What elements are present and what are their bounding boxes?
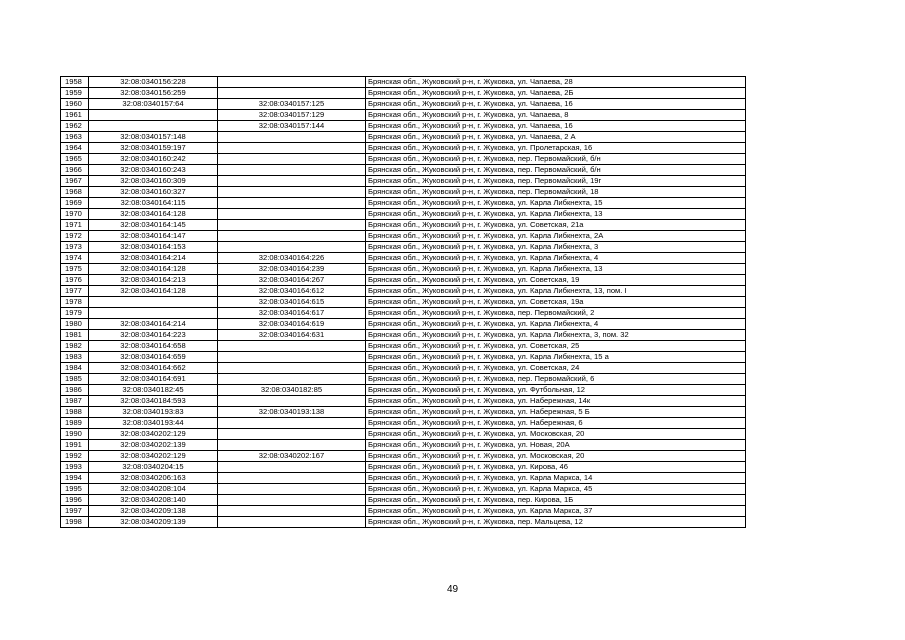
related-cadastral-number-cell — [218, 374, 366, 385]
row-number-cell: 1966 — [61, 165, 89, 176]
related-cadastral-number-cell — [218, 154, 366, 165]
address-cell: Брянская обл., Жуковский р-н, г. Жуковка, пер. Первомайский, 6 — [366, 374, 746, 385]
table-row — [61, 297, 746, 308]
row-number-cell: 1987 — [61, 396, 89, 407]
related-cadastral-number-cell — [218, 396, 366, 407]
row-number-cell: 1961 — [61, 110, 89, 121]
row-number-cell: 1982 — [61, 341, 89, 352]
related-cadastral-number-cell: 32:08:0340164:226 — [218, 253, 366, 264]
related-cadastral-number-cell — [218, 352, 366, 363]
cadastral-number-cell: 32:08:0340164:147 — [89, 231, 218, 242]
address-cell: Брянская обл., Жуковский р-н, г. Жуковка, ул. Советская, 19а — [366, 297, 746, 308]
related-cadastral-number-cell — [218, 341, 366, 352]
address-cell: Брянская обл., Жуковский р-н, г. Жуковка, ул. Московская, 20 — [366, 451, 746, 462]
address-cell: Брянская обл., Жуковский р-н, г. Жуковка, ул. Карла Либкнехта, 2А — [366, 231, 746, 242]
row-number-cell: 1960 — [61, 99, 89, 110]
address-cell: Брянская обл., Жуковский р-н, г. Жуковка, пер. Первомайский, б/н — [366, 154, 746, 165]
related-cadastral-number-cell: 32:08:0340164:612 — [218, 286, 366, 297]
table-row — [61, 286, 746, 297]
table-row — [61, 165, 746, 176]
related-cadastral-number-cell — [218, 231, 366, 242]
related-cadastral-number-cell: 32:08:0340193:138 — [218, 407, 366, 418]
cadastral-number-cell — [89, 297, 218, 308]
row-number-cell: 1979 — [61, 308, 89, 319]
table-row — [61, 231, 746, 242]
table-row — [61, 462, 746, 473]
table-row — [61, 440, 746, 451]
table-row — [61, 275, 746, 286]
related-cadastral-number-cell — [218, 418, 366, 429]
cadastral-number-cell: 32:08:0340164:145 — [89, 220, 218, 231]
address-cell: Брянская обл., Жуковский р-н, г. Жуковка, пер. Первомайский, б/н — [366, 165, 746, 176]
row-number-cell: 1976 — [61, 275, 89, 286]
address-cell: Брянская обл., Жуковский р-н, г. Жуковка, ул. Карла Либкнехта, 15 а — [366, 352, 746, 363]
cadastral-number-cell: 32:08:0340208:104 — [89, 484, 218, 495]
row-number-cell: 1991 — [61, 440, 89, 451]
cadastral-number-cell — [89, 308, 218, 319]
related-cadastral-number-cell — [218, 143, 366, 154]
address-cell: Брянская обл., Жуковский р-н, г. Жуковка, ул. Советская, 25 — [366, 341, 746, 352]
address-cell: Брянская обл., Жуковский р-н, г. Жуковка, ул. Советская, 24 — [366, 363, 746, 374]
table-row — [61, 99, 746, 110]
related-cadastral-number-cell: 32:08:0340164:267 — [218, 275, 366, 286]
table-row — [61, 484, 746, 495]
related-cadastral-number-cell: 32:08:0340164:239 — [218, 264, 366, 275]
row-number-cell: 1971 — [61, 220, 89, 231]
table-row — [61, 143, 746, 154]
row-number-cell: 1958 — [61, 77, 89, 88]
row-number-cell: 1998 — [61, 517, 89, 528]
cadastral-number-cell: 32:08:0340164:115 — [89, 198, 218, 209]
cadastral-number-cell: 32:08:0340160:243 — [89, 165, 218, 176]
row-number-cell: 1983 — [61, 352, 89, 363]
row-number-cell: 1963 — [61, 132, 89, 143]
row-number-cell: 1988 — [61, 407, 89, 418]
address-cell: Брянская обл., Жуковский р-н, г. Жуковка, ул. Карла Либкнехта, 3, пом. 32 — [366, 330, 746, 341]
row-number-cell: 1964 — [61, 143, 89, 154]
table-row — [61, 154, 746, 165]
address-cell: Брянская обл., Жуковский р-н, г. Жуковка, ул. Чапаева, 2 А — [366, 132, 746, 143]
row-number-cell: 1965 — [61, 154, 89, 165]
table-row — [61, 363, 746, 374]
address-cell: Брянская обл., Жуковский р-н, г. Жуковка, ул. Набережная, 5 Б — [366, 407, 746, 418]
table-row — [61, 187, 746, 198]
cadastral-number-cell: 32:08:0340202:129 — [89, 429, 218, 440]
related-cadastral-number-cell — [218, 209, 366, 220]
cadastral-number-cell: 32:08:0340164:662 — [89, 363, 218, 374]
address-cell: Брянская обл., Жуковский р-н, г. Жуковка, пер. Кирова, 1Б — [366, 495, 746, 506]
cadastral-number-cell — [89, 121, 218, 132]
row-number-cell: 1989 — [61, 418, 89, 429]
row-number-cell: 1977 — [61, 286, 89, 297]
table-row — [61, 264, 746, 275]
address-cell: Брянская обл., Жуковский р-н, г. Жуковка, ул. Карла Либкнехта, 15 — [366, 198, 746, 209]
row-number-cell: 1969 — [61, 198, 89, 209]
related-cadastral-number-cell: 32:08:0340157:129 — [218, 110, 366, 121]
related-cadastral-number-cell — [218, 495, 366, 506]
cadastral-number-cell — [89, 110, 218, 121]
cadastral-number-cell: 32:08:0340157:148 — [89, 132, 218, 143]
row-number-cell: 1995 — [61, 484, 89, 495]
table-row — [61, 385, 746, 396]
related-cadastral-number-cell: 32:08:0340164:619 — [218, 319, 366, 330]
table-row — [61, 352, 746, 363]
table-row — [61, 396, 746, 407]
row-number-cell: 1959 — [61, 88, 89, 99]
related-cadastral-number-cell — [218, 187, 366, 198]
related-cadastral-number-cell — [218, 484, 366, 495]
cadastral-number-cell: 32:08:0340164:214 — [89, 253, 218, 264]
table-row — [61, 374, 746, 385]
cadastral-number-cell: 32:08:0340193:44 — [89, 418, 218, 429]
cadastral-number-cell: 32:08:0340156:259 — [89, 88, 218, 99]
related-cadastral-number-cell — [218, 462, 366, 473]
table-row — [61, 77, 746, 88]
address-cell: Брянская обл., Жуковский р-н, г. Жуковка, ул. Карла Маркса, 14 — [366, 473, 746, 484]
related-cadastral-number-cell: 32:08:0340164:615 — [218, 297, 366, 308]
related-cadastral-number-cell: 32:08:0340164:631 — [218, 330, 366, 341]
property-table — [60, 76, 746, 528]
related-cadastral-number-cell — [218, 517, 366, 528]
cadastral-number-cell: 32:08:0340160:309 — [89, 176, 218, 187]
related-cadastral-number-cell — [218, 429, 366, 440]
row-number-cell: 1967 — [61, 176, 89, 187]
row-number-cell: 1986 — [61, 385, 89, 396]
related-cadastral-number-cell — [218, 506, 366, 517]
cadastral-number-cell: 32:08:0340164:128 — [89, 264, 218, 275]
related-cadastral-number-cell: 32:08:0340157:144 — [218, 121, 366, 132]
table-row — [61, 176, 746, 187]
table-row — [61, 506, 746, 517]
cadastral-number-cell: 32:08:0340206:163 — [89, 473, 218, 484]
address-cell: Брянская обл., Жуковский р-н, г. Жуковка, ул. Чапаева, 2Б — [366, 88, 746, 99]
address-cell: Брянская обл., Жуковский р-н, г. Жуковка, ул. Советская, 19 — [366, 275, 746, 286]
page-number: 49 — [446, 584, 459, 595]
table-row — [61, 242, 746, 253]
address-cell: Брянская обл., Жуковский р-н, г. Жуковка, пер. Мальцева, 12 — [366, 517, 746, 528]
address-cell: Брянская обл., Жуковский р-н, г. Жуковка, ул. Набережная, 14к — [366, 396, 746, 407]
address-cell: Брянская обл., Жуковский р-н, г. Жуковка, ул. Чапаева, 8 — [366, 110, 746, 121]
address-cell: Брянская обл., Жуковский р-н, г. Жуковка, ул. Карла Либкнехта, 4 — [366, 253, 746, 264]
related-cadastral-number-cell: 32:08:0340157:125 — [218, 99, 366, 110]
address-cell: Брянская обл., Жуковский р-н, г. Жуковка, ул. Набережная, 6 — [366, 418, 746, 429]
related-cadastral-number-cell — [218, 88, 366, 99]
row-number-cell: 1974 — [61, 253, 89, 264]
row-number-cell: 1984 — [61, 363, 89, 374]
address-cell: Брянская обл., Жуковский р-н, г. Жуковка, пер. Первомайский, 2 — [366, 308, 746, 319]
table-row — [61, 517, 746, 528]
row-number-cell: 1970 — [61, 209, 89, 220]
table-row — [61, 418, 746, 429]
address-cell: Брянская обл., Жуковский р-н, г. Жуковка, ул. Чапаева, 16 — [366, 99, 746, 110]
table-row — [61, 209, 746, 220]
cadastral-number-cell: 32:08:0340193:83 — [89, 407, 218, 418]
table-row — [61, 451, 746, 462]
table-row — [61, 473, 746, 484]
table-row — [61, 407, 746, 418]
cadastral-number-cell: 32:08:0340160:242 — [89, 154, 218, 165]
address-cell: Брянская обл., Жуковский р-н, г. Жуковка, пер. Первомайский, 18 — [366, 187, 746, 198]
cadastral-number-cell: 32:08:0340202:139 — [89, 440, 218, 451]
related-cadastral-number-cell — [218, 165, 366, 176]
cadastral-number-cell: 32:08:0340164:658 — [89, 341, 218, 352]
address-cell: Брянская обл., Жуковский р-н, г. Жуковка, ул. Новая, 20А — [366, 440, 746, 451]
address-cell: Брянская обл., Жуковский р-н, г. Жуковка, ул. Карла Либкнехта, 13 — [366, 264, 746, 275]
address-cell: Брянская обл., Жуковский р-н, г. Жуковка, пер. Первомайский, 19г — [366, 176, 746, 187]
table-row — [61, 110, 746, 121]
cadastral-number-cell: 32:08:0340164:128 — [89, 209, 218, 220]
table-row — [61, 253, 746, 264]
row-number-cell: 1993 — [61, 462, 89, 473]
related-cadastral-number-cell — [218, 176, 366, 187]
row-number-cell: 1975 — [61, 264, 89, 275]
address-cell: Брянская обл., Жуковский р-н, г. Жуковка, ул. Чапаева, 28 — [366, 77, 746, 88]
address-cell: Брянская обл., Жуковский р-н, г. Жуковка, ул. Кирова, 46 — [366, 462, 746, 473]
row-number-cell: 1985 — [61, 374, 89, 385]
address-cell: Брянская обл., Жуковский р-н, г. Жуковка, ул. Чапаева, 16 — [366, 121, 746, 132]
address-cell: Брянская обл., Жуковский р-н, г. Жуковка, ул. Карла Либкнехта, 4 — [366, 319, 746, 330]
address-cell: Брянская обл., Жуковский р-н, г. Жуковка, ул. Московская, 20 — [366, 429, 746, 440]
cadastral-number-cell: 32:08:0340156:228 — [89, 77, 218, 88]
related-cadastral-number-cell — [218, 363, 366, 374]
row-number-cell: 1996 — [61, 495, 89, 506]
cadastral-number-cell: 32:08:0340184:593 — [89, 396, 218, 407]
property-table-body — [61, 77, 746, 528]
row-number-cell: 1997 — [61, 506, 89, 517]
address-cell: Брянская обл., Жуковский р-н, г. Жуковка, ул. Советская, 21а — [366, 220, 746, 231]
address-cell: Брянская обл., Жуковский р-н, г. Жуковка, ул. Пролетарская, 16 — [366, 143, 746, 154]
row-number-cell: 1962 — [61, 121, 89, 132]
table-row — [61, 308, 746, 319]
cadastral-number-cell: 32:08:0340164:213 — [89, 275, 218, 286]
cadastral-number-cell: 32:08:0340157:64 — [89, 99, 218, 110]
cadastral-number-cell: 32:08:0340159:197 — [89, 143, 218, 154]
cadastral-number-cell: 32:08:0340204:15 — [89, 462, 218, 473]
cadastral-number-cell: 32:08:0340182:45 — [89, 385, 218, 396]
cadastral-number-cell: 32:08:0340209:139 — [89, 517, 218, 528]
cadastral-number-cell: 32:08:0340160:327 — [89, 187, 218, 198]
address-cell: Брянская обл., Жуковский р-н, г. Жуковка, ул. Карла Либкнехта, 13 — [366, 209, 746, 220]
related-cadastral-number-cell — [218, 132, 366, 143]
row-number-cell: 1990 — [61, 429, 89, 440]
related-cadastral-number-cell — [218, 440, 366, 451]
related-cadastral-number-cell: 32:08:0340202:167 — [218, 451, 366, 462]
table-row — [61, 220, 746, 231]
table-row — [61, 198, 746, 209]
cadastral-number-cell: 32:08:0340164:223 — [89, 330, 218, 341]
related-cadastral-number-cell — [218, 220, 366, 231]
table-row — [61, 121, 746, 132]
row-number-cell: 1994 — [61, 473, 89, 484]
table-row — [61, 429, 746, 440]
table-row — [61, 132, 746, 143]
cadastral-number-cell: 32:08:0340202:129 — [89, 451, 218, 462]
row-number-cell: 1980 — [61, 319, 89, 330]
address-cell: Брянская обл., Жуковский р-н, г. Жуковка, ул. Футбольная, 12 — [366, 385, 746, 396]
cadastral-number-cell: 32:08:0340164:128 — [89, 286, 218, 297]
table-row — [61, 88, 746, 99]
table-row — [61, 319, 746, 330]
row-number-cell: 1981 — [61, 330, 89, 341]
row-number-cell: 1973 — [61, 242, 89, 253]
cadastral-number-cell: 32:08:0340209:138 — [89, 506, 218, 517]
cadastral-number-cell: 32:08:0340164:691 — [89, 374, 218, 385]
cadastral-number-cell: 32:08:0340164:153 — [89, 242, 218, 253]
related-cadastral-number-cell — [218, 198, 366, 209]
address-cell: Брянская обл., Жуковский р-н, г. Жуковка, ул. Карла Либкнехта, 13, пом. I — [366, 286, 746, 297]
row-number-cell: 1992 — [61, 451, 89, 462]
related-cadastral-number-cell — [218, 77, 366, 88]
row-number-cell: 1978 — [61, 297, 89, 308]
table-row — [61, 330, 746, 341]
address-cell: Брянская обл., Жуковский р-н, г. Жуковка, ул. Карла Маркса, 45 — [366, 484, 746, 495]
row-number-cell: 1968 — [61, 187, 89, 198]
cadastral-number-cell: 32:08:0340208:140 — [89, 495, 218, 506]
related-cadastral-number-cell — [218, 473, 366, 484]
address-cell: Брянская обл., Жуковский р-н, г. Жуковка, ул. Карла Либкнехта, 3 — [366, 242, 746, 253]
related-cadastral-number-cell — [218, 242, 366, 253]
table-row — [61, 341, 746, 352]
related-cadastral-number-cell: 32:08:0340164:617 — [218, 308, 366, 319]
related-cadastral-number-cell: 32:08:0340182:85 — [218, 385, 366, 396]
cadastral-number-cell: 32:08:0340164:659 — [89, 352, 218, 363]
table-row — [61, 495, 746, 506]
address-cell: Брянская обл., Жуковский р-н, г. Жуковка, ул. Карла Маркса, 37 — [366, 506, 746, 517]
cadastral-number-cell: 32:08:0340164:214 — [89, 319, 218, 330]
row-number-cell: 1972 — [61, 231, 89, 242]
